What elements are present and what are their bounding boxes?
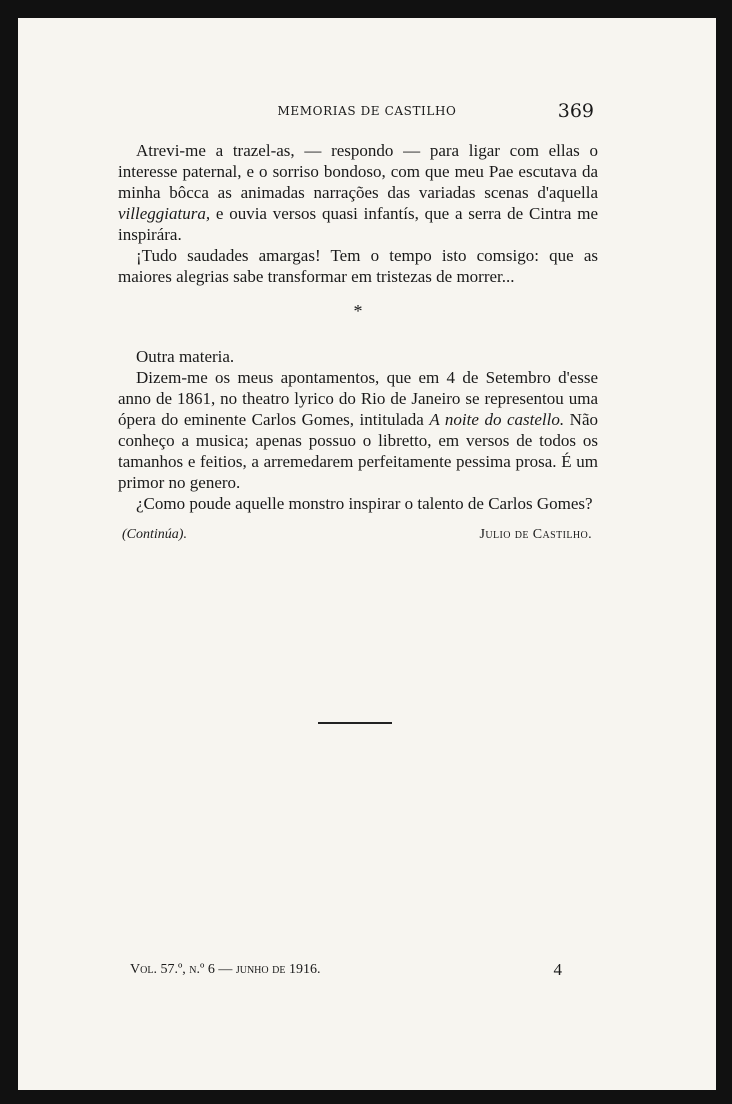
signature-line bbox=[118, 524, 598, 545]
paragraph-text: e ouvia versos quasi infantís, que a serra de Cintra me inspirára. bbox=[118, 204, 598, 244]
continua-note: (Continúa). bbox=[122, 527, 187, 542]
running-head: MEMORIAS DE CASTILHO bbox=[277, 104, 457, 118]
italic-title: A noite do castello. bbox=[429, 410, 565, 429]
paragraph: ¿Como poude aquelle monstro inspirar o talento de Carlos Gomes? bbox=[136, 494, 593, 513]
author-signature: Julio de Castilho. bbox=[479, 527, 592, 542]
italic-term: villeggiatura, bbox=[118, 204, 211, 223]
divider-rule bbox=[318, 722, 392, 724]
signature-mark: 4 bbox=[553, 960, 562, 979]
paragraph bbox=[118, 367, 598, 493]
page-footer bbox=[130, 962, 570, 978]
paragraph: Outra materia. bbox=[136, 347, 235, 366]
section-asterisk: * bbox=[353, 301, 363, 321]
paragraph-text: Atrevi-me a trazel-as, — respondo — para ligar com ellas o interesse paternal, e o sorriso bondoso, com que meu Pae escutava da minha bôcca as animadas narrações das variadas scenas d'aquella bbox=[118, 141, 598, 202]
volume-info: Vol. 57.º, n.º 6 — junho de 1916. bbox=[130, 962, 321, 977]
paragraph-text: Dizem-me os meus apontamentos, que em 4 de Setembro d'esse anno de 1861, no theatro lyrico do Rio de Janeiro se representou uma ópera do eminente Carlos Gomes, intitulada bbox=[118, 368, 598, 429]
body-text bbox=[118, 140, 598, 545]
page-number: 369 bbox=[557, 100, 594, 122]
page bbox=[18, 18, 716, 1090]
paragraph bbox=[118, 140, 598, 245]
paragraph-text: Não conheço a musica; apenas possuo o libretto, em versos de todos os tamanhos e feitios, a arremedarem perfeitamente pessima prosa. É um primor no genero. bbox=[118, 410, 599, 492]
paragraph: ¡Tudo saudades amargas! Tem o tempo isto comsigo: que as maiores alegrias sabe transformar em tristezas de morrer... bbox=[118, 246, 598, 286]
page-header bbox=[18, 100, 716, 128]
